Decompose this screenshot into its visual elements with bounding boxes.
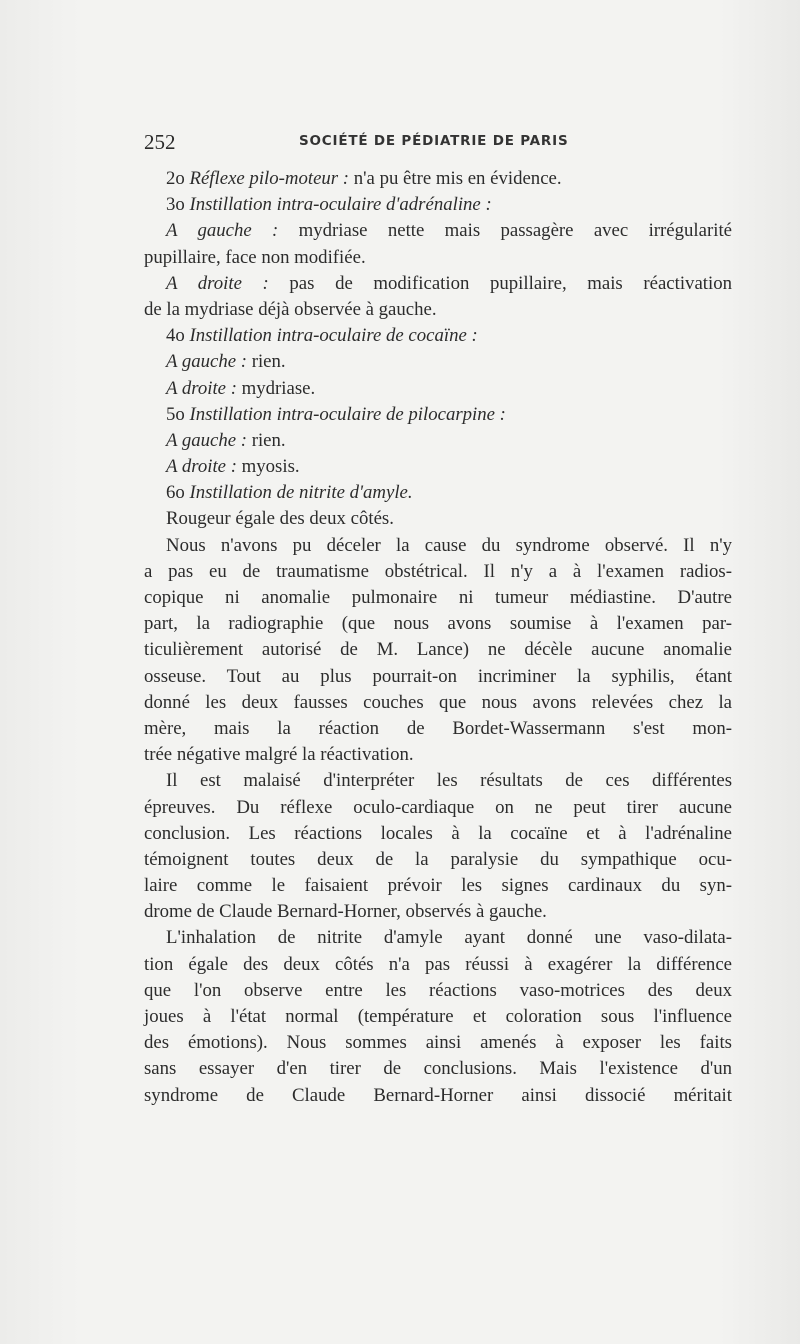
text-line [144, 192, 732, 218]
side-label: A droite : [166, 456, 237, 478]
item-text: mydriase nette mais passagère avec irrégularité [278, 220, 732, 242]
text-line: Rougeur égale des deux côtés. [166, 508, 394, 530]
item-text: rien. [247, 351, 286, 373]
side-label: A gauche : [166, 220, 279, 242]
paragraph-line: sans essayer d'en tirer de conclusions. Mais l'existence d'un [144, 1058, 732, 1080]
text-line [144, 218, 732, 244]
paragraph-line: drome de Claude Bernard-Horner, observés à gauche. [144, 901, 547, 923]
paragraph-line: des émotions). Nous sommes ainsi amenés à exposer les faits [144, 1032, 732, 1054]
text-line: pupillaire, face non modifiée. [144, 246, 366, 268]
paragraph-line: a pas eu de traumatisme obstétrical. Il n'y a à l'examen radios- [144, 560, 732, 582]
text-line [144, 376, 732, 402]
paragraph-line: copique ni anomalie pulmonaire ni tumeur médiastine. D'autre [144, 587, 732, 608]
side-label: A gauche : [166, 351, 248, 373]
text-line [144, 349, 732, 375]
paragraph-line: laire comme le faisaient prévoir les signes cardinaux du syn- [144, 875, 732, 897]
item-text: rien. [247, 429, 286, 451]
paragraph-line: conclusion. Les réactions locales à la cocaïne et à l'adrénaline [144, 822, 732, 844]
item-text: myosis. [236, 456, 300, 478]
item-number: 4o [166, 325, 185, 347]
paragraph-line: syndrome de Claude Bernard-Horner ainsi dissocié méritait [144, 1084, 732, 1106]
body-text [144, 166, 732, 1109]
paragraph-line: donné les deux fausses couches que nous avons relevées chez la [144, 691, 732, 713]
text-line [144, 480, 732, 506]
page-header [144, 130, 732, 154]
paragraph-line: Nous n'avons pu déceler la cause du syndrome observé. Il n'y [166, 534, 732, 556]
item-heading: Instillation de nitrite d'amyle. [189, 482, 413, 504]
paragraph-line: part, la radiographie (que nous avons soumise à l'examen par- [144, 613, 732, 635]
item-number: 3o [166, 194, 185, 216]
item-heading: Réflexe pilo-moteur : [189, 168, 350, 189]
item-text: pas de modification pupillaire, mais réactivation [268, 272, 732, 294]
paragraph-line: témoignent toutes deux de la paralysie du sympathique ocu- [144, 848, 732, 870]
item-heading: Instillation intra-oculaire d'adrénaline : [189, 194, 492, 216]
item-heading: Instillation intra-oculaire de pilocarpine : [189, 403, 506, 425]
text-line [144, 402, 732, 428]
paragraph-line: joues à l'état normal (température et coloration sous l'influence [144, 1006, 732, 1027]
item-number: 6o [166, 482, 185, 504]
item-number: 5o [166, 403, 185, 425]
side-label: A droite : [166, 272, 269, 294]
paragraph-line: Il est malaisé d'interpréter les résultats de ces différentes [166, 770, 732, 792]
text-line [144, 454, 732, 480]
paragraph-line: trée négative malgré la réactivation. [144, 744, 414, 766]
item-text: mydriase. [236, 377, 316, 399]
paragraph-line: tion égale des deux côtés n'a pas réussi à exagérer la différence [144, 953, 732, 975]
paragraph-line: épreuves. Du réflexe oculo-cardiaque on ne peut tirer aucune [144, 796, 732, 818]
text-line [144, 323, 732, 349]
paragraph-line: ticulièrement autorisé de M. Lance) ne décèle aucune anomalie [144, 639, 732, 661]
side-label: A droite : [166, 377, 237, 399]
text-line: de la mydriase déjà observée à gauche. [144, 298, 437, 320]
paragraph-line: L'inhalation de nitrite d'amyle ayant donné une vaso-dilata- [166, 927, 732, 949]
item-text: n'a pu être mis en évidence. [349, 168, 562, 189]
text-line [144, 428, 732, 454]
paragraph-line: osseuse. Tout au plus pourrait-on incriminer la syphilis, étant [144, 665, 732, 687]
item-heading: Instillation intra-oculaire de cocaïne : [189, 325, 478, 347]
running-head: SOCIÉTÉ DE PÉDIATRIE DE PARIS [299, 133, 569, 149]
text-line [144, 166, 732, 192]
item-number: 2o [166, 168, 185, 189]
paragraph-line: mère, mais la réaction de Bordet-Wassermann s'est mon- [144, 717, 732, 739]
paragraph-line: que l'on observe entre les réactions vaso-motrices des deux [144, 979, 732, 1001]
text-line [144, 271, 732, 297]
page-number: 252 [144, 130, 176, 154]
side-label: A gauche : [166, 429, 248, 451]
